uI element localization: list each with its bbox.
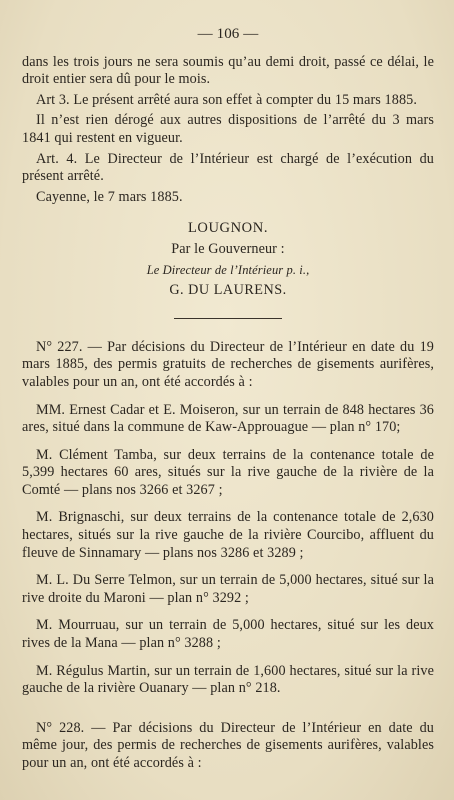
list-item: M. L. Du Serre Telmon, sur un terrain de 5,000 hectares, situé sur la rive droite du Maroni — plan n° 3292 ; — [22, 572, 434, 606]
list-item: M. Brignaschi, sur deux terrains de la contenance totale de 2,630 hectares, situés sur la rive gauche de la rivière Courcibo, affluent du fleuve de Sinnamary — plans nos 3286 et 3289 ; — [22, 509, 434, 561]
page-number: — 106 — — [197, 26, 259, 42]
signature-by-line: Par le Gouverneur : — [171, 240, 285, 257]
signature-director: G. DU LAURENS. — [169, 282, 287, 299]
list-item: M. Clément Tamba, sur deux terrains de la contenance totale de 5,399 hectares 60 ares, situés sur la rive gauche de la rivière de la Comté — plans nos 3266 et 3267 ; — [22, 446, 434, 498]
list-item: MM. Ernest Cadar et E. Moiseron, sur un terrain de 848 hectares 36 ares, situé dans la commune de Kaw-Approuague — plan n° 170; — [22, 401, 434, 436]
decision-228-intro: N° 228. — Par décisions du Directeur de l’Intérieur en date du même jour, des permis de recherches de gisements aurifères, valables pour un an, ont été accordés à : — [22, 719, 434, 771]
article-3: Art 3. Le présent arrêté aura son effet à compter du 15 mars 1885. — [36, 91, 417, 108]
section-divider — [174, 318, 282, 319]
decision-227-intro: N° 227. — Par décisions du Directeur de l’Intérieur en date du 19 mars 1885, des permis gratuits de recherches de gisements aurifères, valables pour un an, ont été accordés à : — [22, 338, 434, 390]
article-3-clause: Il n’est rien dérogé aux autres dispositions de l’arrêté du 3 mars 1841 qui restent en vigueur. — [22, 112, 434, 146]
list-item: M. Régulus Martin, sur un terrain de 1,600 hectares, situé sur la rive gauche de la rivière Ouanary — plan n° 218. — [22, 662, 434, 697]
paragraph-continuation: dans les trois jours ne sera soumis qu’au demi droit, passé ce délai, le droit entier sera dû pour le mois. — [22, 53, 434, 88]
date-line: Cayenne, le 7 mars 1885. — [36, 188, 183, 205]
signature-name: LOUGNON. — [187, 220, 269, 237]
signature-title: Le Directeur de l’Intérieur p. i., — [146, 262, 310, 277]
article-4: Art. 4. Le Directeur de l’Intérieur est chargé de l’exécution du présent arrêté. — [22, 150, 434, 185]
list-item: M. Mourruau, sur un terrain de 5,000 hectares, situé sur les deux rives de la Mana — plan n° 3288 ; — [22, 617, 434, 652]
